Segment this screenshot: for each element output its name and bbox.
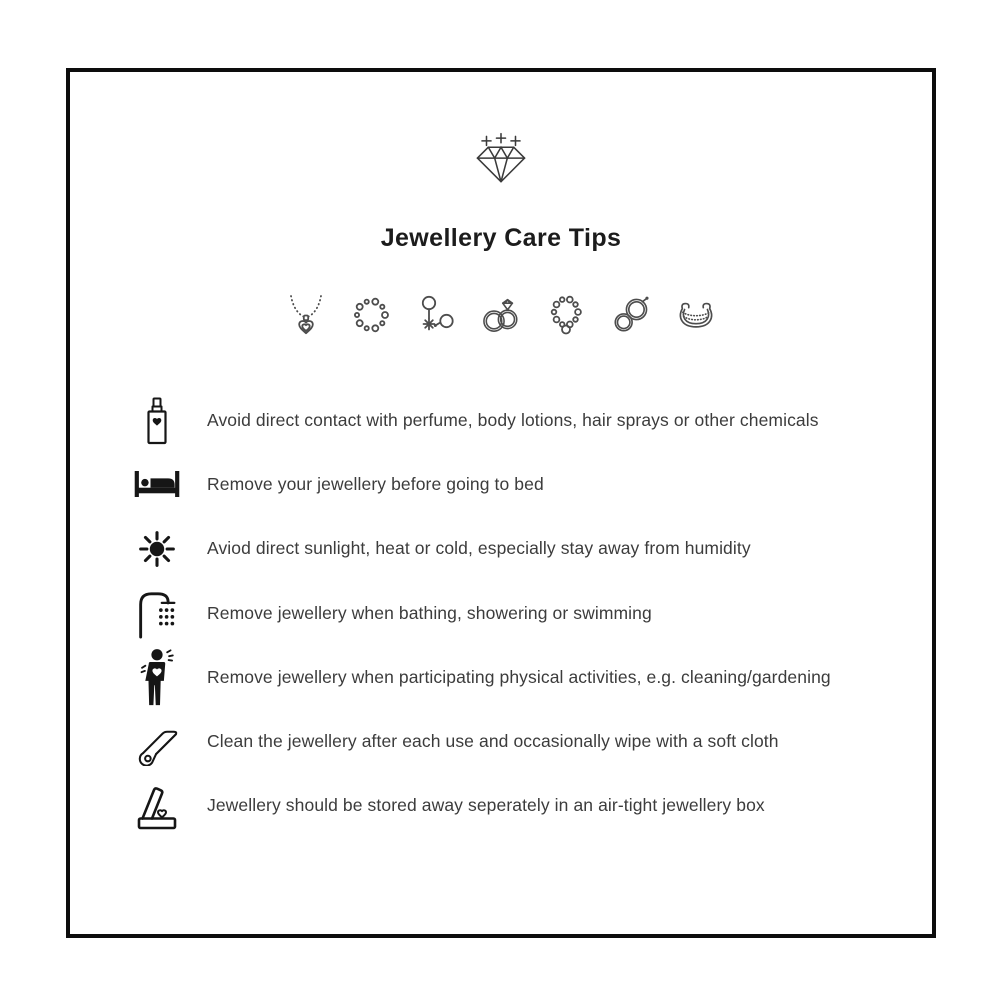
tip-text: Remove your jewellery before going to bed — [207, 473, 544, 494]
tip-text: Jewellery should be stored away seperately in an air-tight jewellery box — [207, 795, 765, 816]
shower-icon — [131, 586, 183, 640]
tip-row-activities — [70, 645, 932, 709]
tip-text: Clean the jewellery after each use and occasionally wipe with a soft cloth — [207, 731, 779, 752]
page-title: Jewellery Care Tips — [380, 224, 622, 252]
tip-row-storage — [70, 774, 932, 838]
tip-row-chemicals — [70, 388, 932, 452]
tip-row-shower — [70, 581, 932, 645]
infographic-frame — [66, 68, 936, 938]
hoop-earrings-icon — [610, 292, 652, 338]
stud-earrings-icon — [415, 292, 457, 338]
tip-text: Avoid direct contact with perfume, body lotions, hair sprays or other chemicals — [207, 409, 819, 430]
soft-cloth-icon — [131, 718, 183, 766]
tips-list — [70, 388, 932, 838]
heart-pendant-necklace-icon — [285, 292, 327, 338]
perfume-bottle-icon — [131, 394, 183, 446]
diamond-with-sparkles-icon — [472, 132, 530, 186]
header-icon-wrap — [70, 132, 932, 186]
jewellery-box-icon — [131, 781, 183, 831]
tip-row-clean — [70, 709, 932, 773]
engagement-rings-icon — [480, 292, 522, 338]
person-activity-icon — [131, 647, 183, 707]
beaded-bracelet-icon — [350, 292, 392, 338]
jewellery-icon-row — [70, 292, 932, 338]
tip-text: Remove jewellery when participating physical activities, e.g. cleaning/gardening — [207, 666, 831, 687]
tip-text: Aviod direct sunlight, heat or cold, especially stay away from humidity — [207, 538, 751, 559]
bangle-cuff-icon — [675, 292, 717, 338]
tip-row-sunlight — [70, 517, 932, 581]
sun-icon — [131, 524, 183, 574]
tip-row-bed — [70, 452, 932, 516]
bed-icon — [131, 461, 183, 507]
beaded-necklace-icon — [545, 292, 587, 338]
tip-text: Remove jewellery when bathing, showering or swimming — [207, 602, 652, 623]
